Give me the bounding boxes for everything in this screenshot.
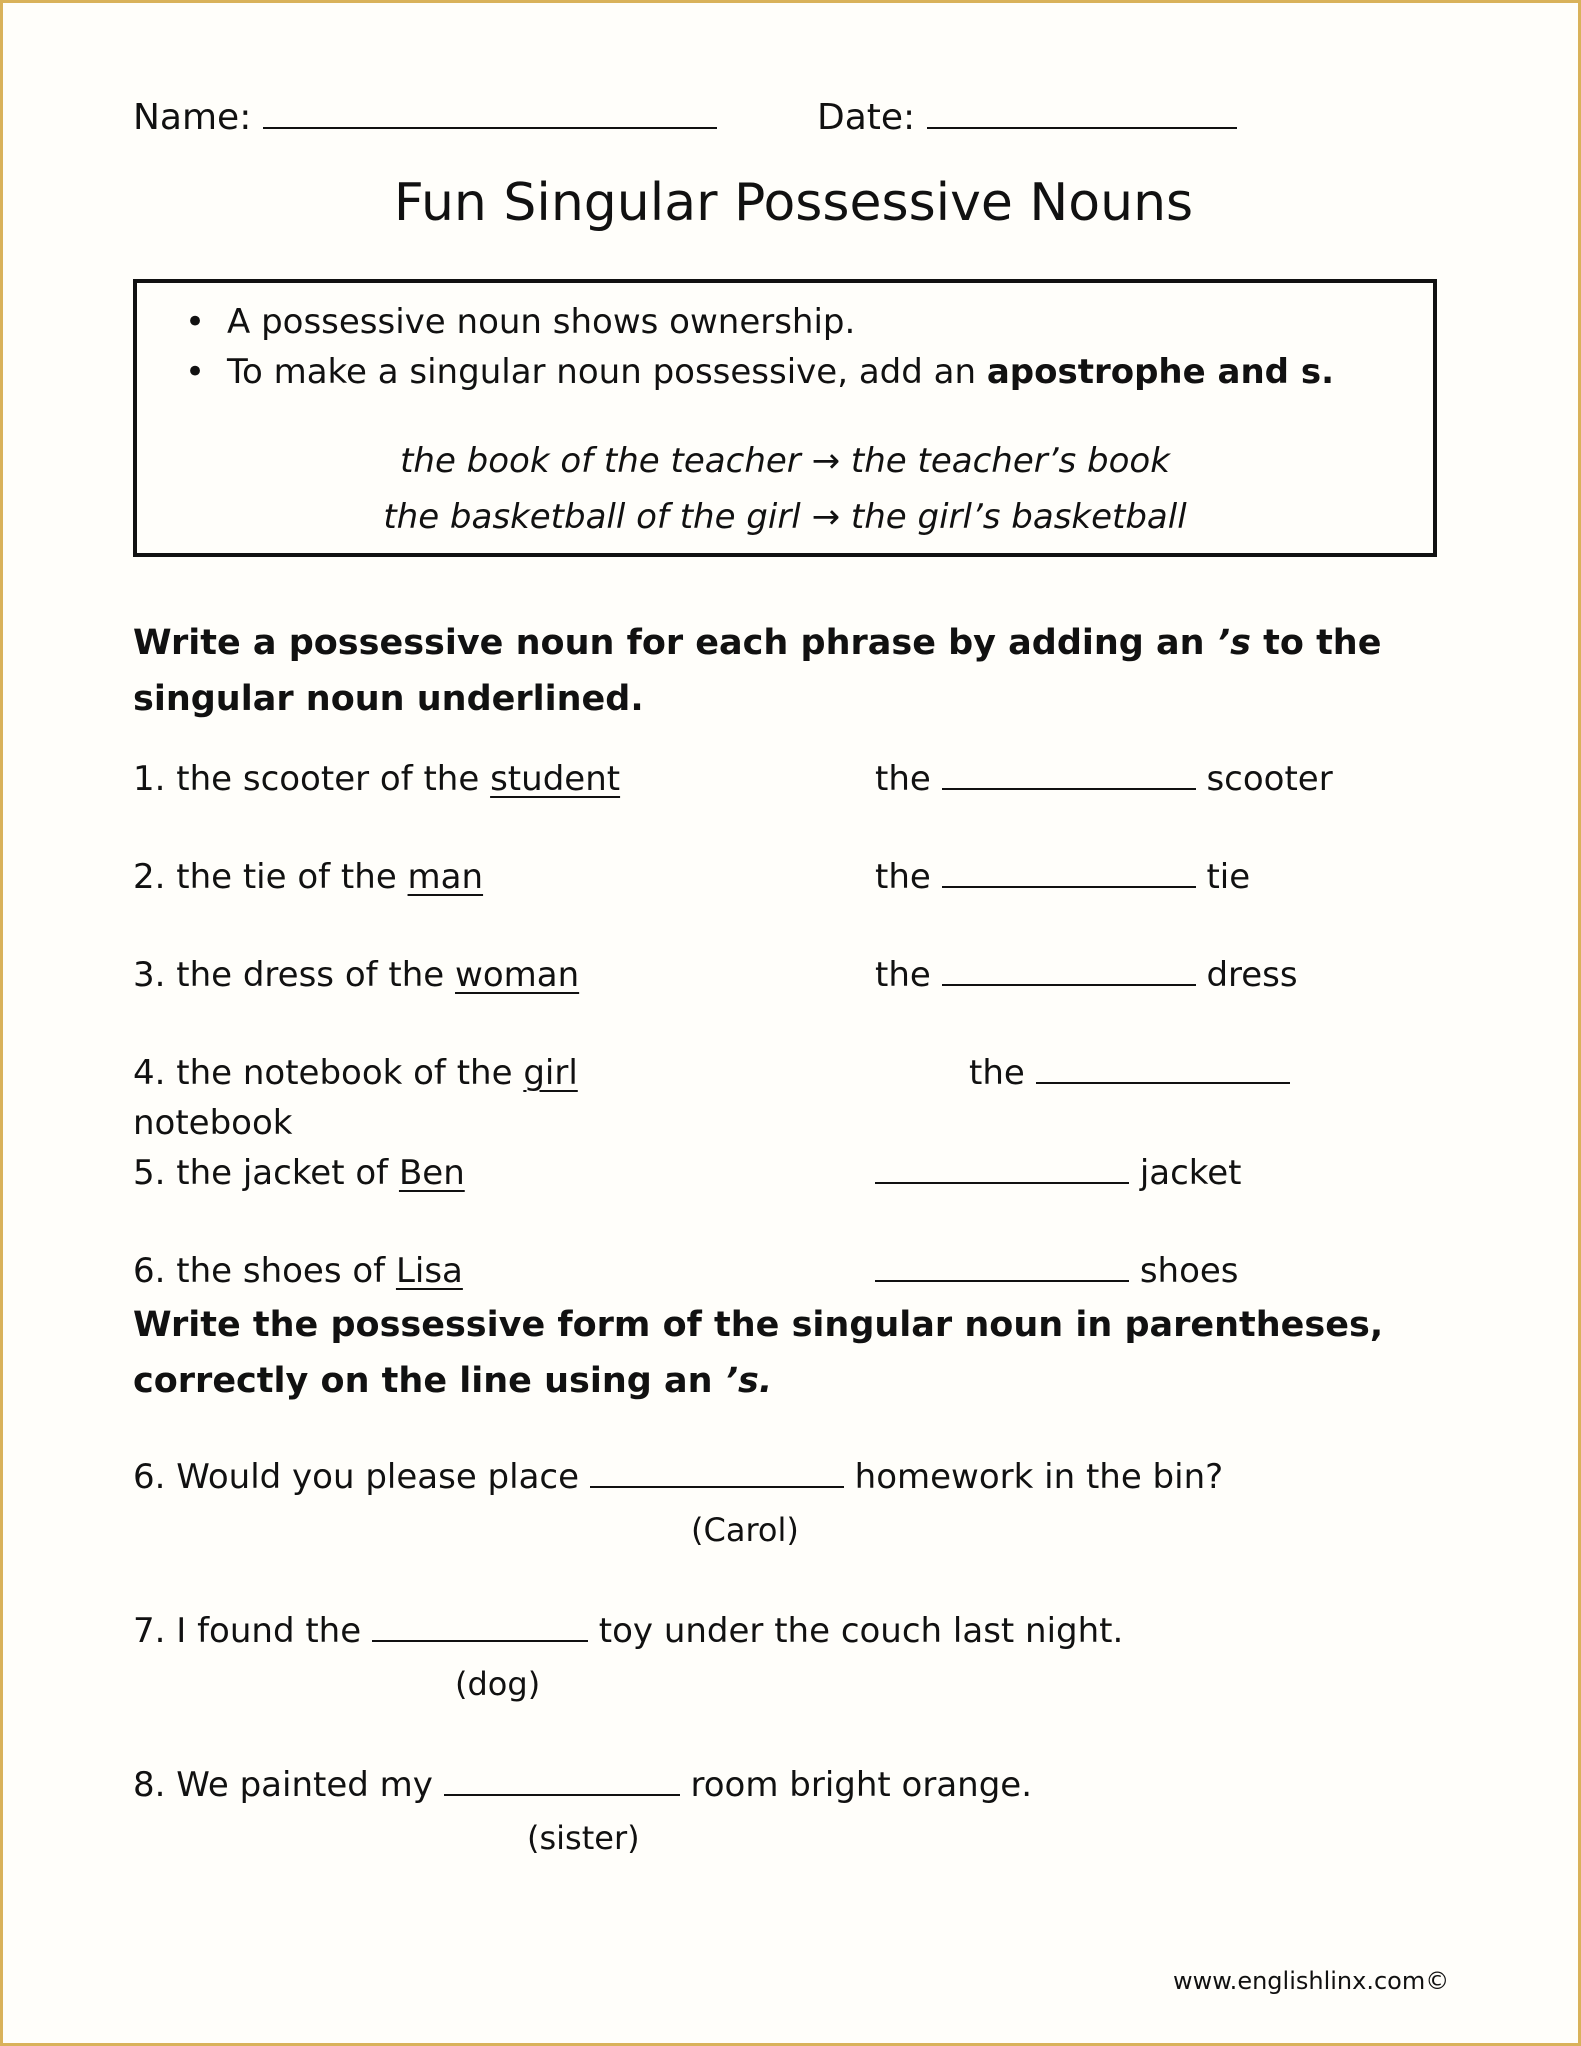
answer-blank[interactable]	[590, 1485, 844, 1488]
item-6-phrase: 6. the shoes of Lisa	[133, 1251, 463, 1291]
item-4-answer: the	[969, 1053, 1290, 1093]
arrow-right-icon: →	[811, 441, 841, 481]
bullet-icon: •	[185, 302, 206, 342]
section1-instructions: Write a possessive noun for each phrase by adding an ’s to the singular noun underlined.	[133, 623, 1382, 719]
sentence-7-hint: (dog)	[455, 1665, 541, 1703]
answer-blank[interactable]	[875, 1181, 1129, 1184]
bullet-icon: •	[185, 352, 206, 392]
rule-item: • A possessive noun shows ownership.	[185, 297, 1334, 347]
item-1-phrase: 1. the scooter of the student	[133, 759, 621, 799]
name-field	[133, 97, 717, 138]
rule-item: • To make a singular noun possessive, add an apostrophe and s.	[185, 347, 1334, 397]
item-4-phrase: 4. the notebook of the girl	[133, 1053, 578, 1093]
date-label: Date:	[817, 97, 916, 138]
sentence-6-hint: (Carol)	[691, 1511, 799, 1549]
answer-blank[interactable]	[372, 1639, 588, 1642]
answer-blank[interactable]	[444, 1793, 680, 1796]
name-label: Name:	[133, 97, 252, 138]
sentence-8: 8. We painted my room bright orange.	[133, 1765, 1033, 1805]
answer-blank[interactable]	[942, 787, 1196, 790]
item-5-answer: jacket	[875, 1153, 1242, 1193]
page-title: Fun Singular Possessive Nouns	[393, 173, 1194, 233]
answer-blank[interactable]	[875, 1279, 1129, 1282]
answer-blank[interactable]	[942, 885, 1196, 888]
example-1: the book of the teacher → the teacher’s book	[400, 441, 1170, 481]
answer-blank[interactable]	[1036, 1081, 1290, 1084]
rules-box	[133, 279, 1437, 557]
item-2-answer: the tie	[875, 857, 1251, 897]
item-5-phrase: 5. the jacket of Ben	[133, 1153, 465, 1193]
rules-list	[185, 297, 1334, 397]
sentence-8-hint: (sister)	[527, 1819, 640, 1857]
item-2-phrase: 2. the tie of the man	[133, 857, 484, 897]
date-field	[817, 97, 1237, 138]
name-blank[interactable]	[263, 126, 717, 129]
example-2: the basketball of the girl → the girl’s basketball	[383, 497, 1187, 537]
section2-instructions: Write the possessive form of the singular noun in parentheses, correctly on the line using an ’s.	[133, 1305, 1384, 1401]
item-6-answer: shoes	[875, 1251, 1239, 1291]
item-1-answer: the scooter	[875, 759, 1333, 799]
sentence-6: 6. Would you please place homework in the bin?	[133, 1457, 1224, 1497]
item-3-answer: the dress	[875, 955, 1298, 995]
answer-blank[interactable]	[942, 983, 1196, 986]
arrow-right-icon: →	[811, 497, 841, 537]
item-4-answer-post: notebook	[133, 1103, 293, 1143]
copyright-footer: www.englishlinx.com©	[1173, 1967, 1450, 1995]
sentence-7: 7. I found the toy under the couch last night.	[133, 1611, 1124, 1651]
item-3-phrase: 3. the dress of the woman	[133, 955, 580, 995]
date-blank[interactable]	[927, 126, 1237, 129]
